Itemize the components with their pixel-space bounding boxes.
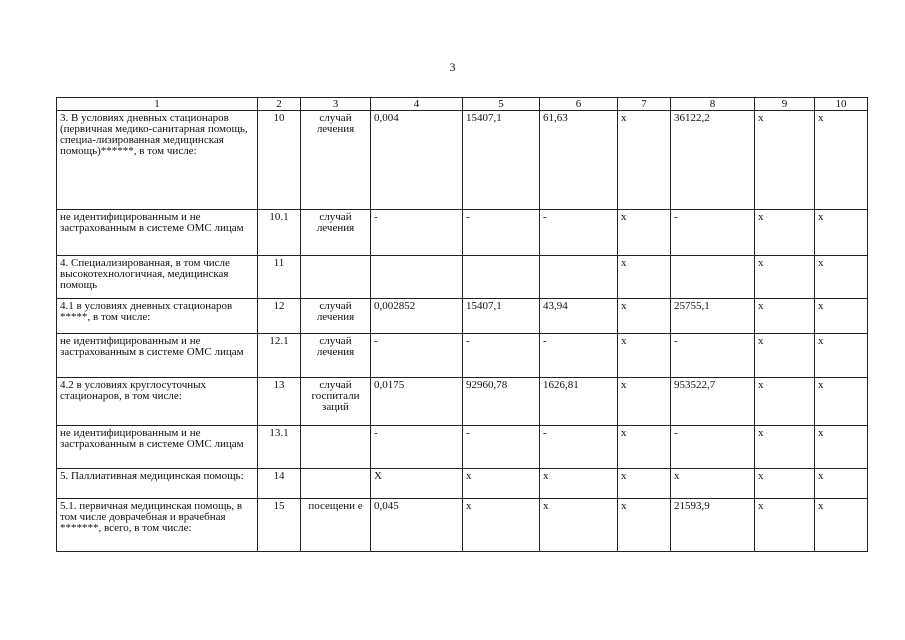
row-name: 4.1 в условиях дневных стационаров *****, в том числе: <box>57 299 258 334</box>
row-value: 21593,9 <box>671 499 755 552</box>
row-value <box>371 256 463 299</box>
row-unit: посещени е <box>301 499 371 552</box>
table-row <box>57 378 868 426</box>
header-cell: 6 <box>540 98 618 111</box>
row-value: 1626,81 <box>540 378 618 426</box>
row-value: 0,004 <box>371 111 463 210</box>
row-value: x <box>755 299 815 334</box>
row-unit: случай лечения <box>301 299 371 334</box>
row-number: 10 <box>258 111 301 210</box>
table-row <box>57 111 868 210</box>
row-value: x <box>618 499 671 552</box>
table-row <box>57 299 868 334</box>
row-value: x <box>463 469 540 499</box>
row-value: x <box>540 499 618 552</box>
row-number: 13.1 <box>258 426 301 469</box>
row-value: x <box>815 299 868 334</box>
row-value: x <box>618 256 671 299</box>
table-row <box>57 469 868 499</box>
row-value: x <box>815 111 868 210</box>
row-unit <box>301 426 371 469</box>
row-value: 25755,1 <box>671 299 755 334</box>
row-value: x <box>618 334 671 378</box>
header-cell: 1 <box>57 98 258 111</box>
row-value <box>671 256 755 299</box>
row-value: - <box>371 334 463 378</box>
row-unit <box>301 256 371 299</box>
row-value: - <box>371 210 463 256</box>
header-cell: 9 <box>755 98 815 111</box>
table-row <box>57 210 868 256</box>
row-number: 12 <box>258 299 301 334</box>
row-value: - <box>540 334 618 378</box>
row-number: 12.1 <box>258 334 301 378</box>
row-value: - <box>371 426 463 469</box>
row-number: 13 <box>258 378 301 426</box>
row-unit: случай госпитали заций <box>301 378 371 426</box>
header-cell: 3 <box>301 98 371 111</box>
row-name: 4.2 в условиях круглосуточных стационаров, в том числе: <box>57 378 258 426</box>
data-table <box>56 97 868 552</box>
row-value: x <box>755 256 815 299</box>
row-value: x <box>755 469 815 499</box>
header-cell: 5 <box>463 98 540 111</box>
row-name: 4. Специализированная, в том числе высокотехнологичная, медицинская помощь <box>57 256 258 299</box>
row-value: 0,002852 <box>371 299 463 334</box>
table-row <box>57 256 868 299</box>
row-value: - <box>671 210 755 256</box>
row-value: x <box>755 334 815 378</box>
row-value: 61,63 <box>540 111 618 210</box>
row-value: 43,94 <box>540 299 618 334</box>
row-unit: случай лечения <box>301 334 371 378</box>
row-value: x <box>815 334 868 378</box>
row-value: 953522,7 <box>671 378 755 426</box>
row-value: 0,0175 <box>371 378 463 426</box>
row-value: 92960,78 <box>463 378 540 426</box>
row-value: - <box>540 210 618 256</box>
row-value: - <box>671 334 755 378</box>
table-row <box>57 426 868 469</box>
row-name: 5. Паллиативная медицинская помощь: <box>57 469 258 499</box>
row-unit: случай лечения <box>301 210 371 256</box>
row-value <box>540 256 618 299</box>
row-value: - <box>540 426 618 469</box>
row-value: 36122,2 <box>671 111 755 210</box>
row-value: x <box>618 378 671 426</box>
row-name: 3. В условиях дневных стационаров (первичная медико-санитарная помощь, специа-лизированная медицинская помощь)******, в том числе: <box>57 111 258 210</box>
row-name: не идентифицированным и не застрахованным в системе ОМС лицам <box>57 334 258 378</box>
header-row <box>57 98 868 111</box>
header-cell: 7 <box>618 98 671 111</box>
table-row <box>57 334 868 378</box>
row-number: 15 <box>258 499 301 552</box>
row-value: x <box>815 499 868 552</box>
row-value: x <box>815 256 868 299</box>
row-value: x <box>671 469 755 499</box>
row-value: - <box>671 426 755 469</box>
row-number: 14 <box>258 469 301 499</box>
row-value: x <box>540 469 618 499</box>
row-value: 15407,1 <box>463 299 540 334</box>
header-cell: 8 <box>671 98 755 111</box>
row-value: x <box>815 378 868 426</box>
row-value: x <box>815 426 868 469</box>
row-value: 15407,1 <box>463 111 540 210</box>
row-value: 0,045 <box>371 499 463 552</box>
row-number: 11 <box>258 256 301 299</box>
row-value <box>463 256 540 299</box>
row-value: x <box>618 210 671 256</box>
row-value: x <box>755 111 815 210</box>
row-value: X <box>371 469 463 499</box>
row-value: x <box>618 111 671 210</box>
row-value: x <box>815 469 868 499</box>
header-cell: 4 <box>371 98 463 111</box>
row-value: - <box>463 426 540 469</box>
row-number: 10.1 <box>258 210 301 256</box>
header-cell: 2 <box>258 98 301 111</box>
row-unit: случай лечения <box>301 111 371 210</box>
row-value: x <box>755 426 815 469</box>
row-name: не идентифицированным и не застрахованным в системе ОМС лицам <box>57 426 258 469</box>
row-value: x <box>463 499 540 552</box>
row-value: x <box>618 426 671 469</box>
header-cell: 10 <box>815 98 868 111</box>
row-value: - <box>463 334 540 378</box>
row-value: x <box>618 469 671 499</box>
row-unit <box>301 469 371 499</box>
row-value: - <box>463 210 540 256</box>
row-value: x <box>618 299 671 334</box>
table-row <box>57 499 868 552</box>
row-name: 5.1. первичная медицинская помощь, в том числе доврачебная и врачебная *******, всего, в том числе: <box>57 499 258 552</box>
row-value: x <box>755 378 815 426</box>
row-value: x <box>755 499 815 552</box>
row-name: не идентифицированным и не застрахованным в системе ОМС лицам <box>57 210 258 256</box>
row-value: x <box>815 210 868 256</box>
row-value: x <box>755 210 815 256</box>
page-number: 3 <box>449 60 456 74</box>
